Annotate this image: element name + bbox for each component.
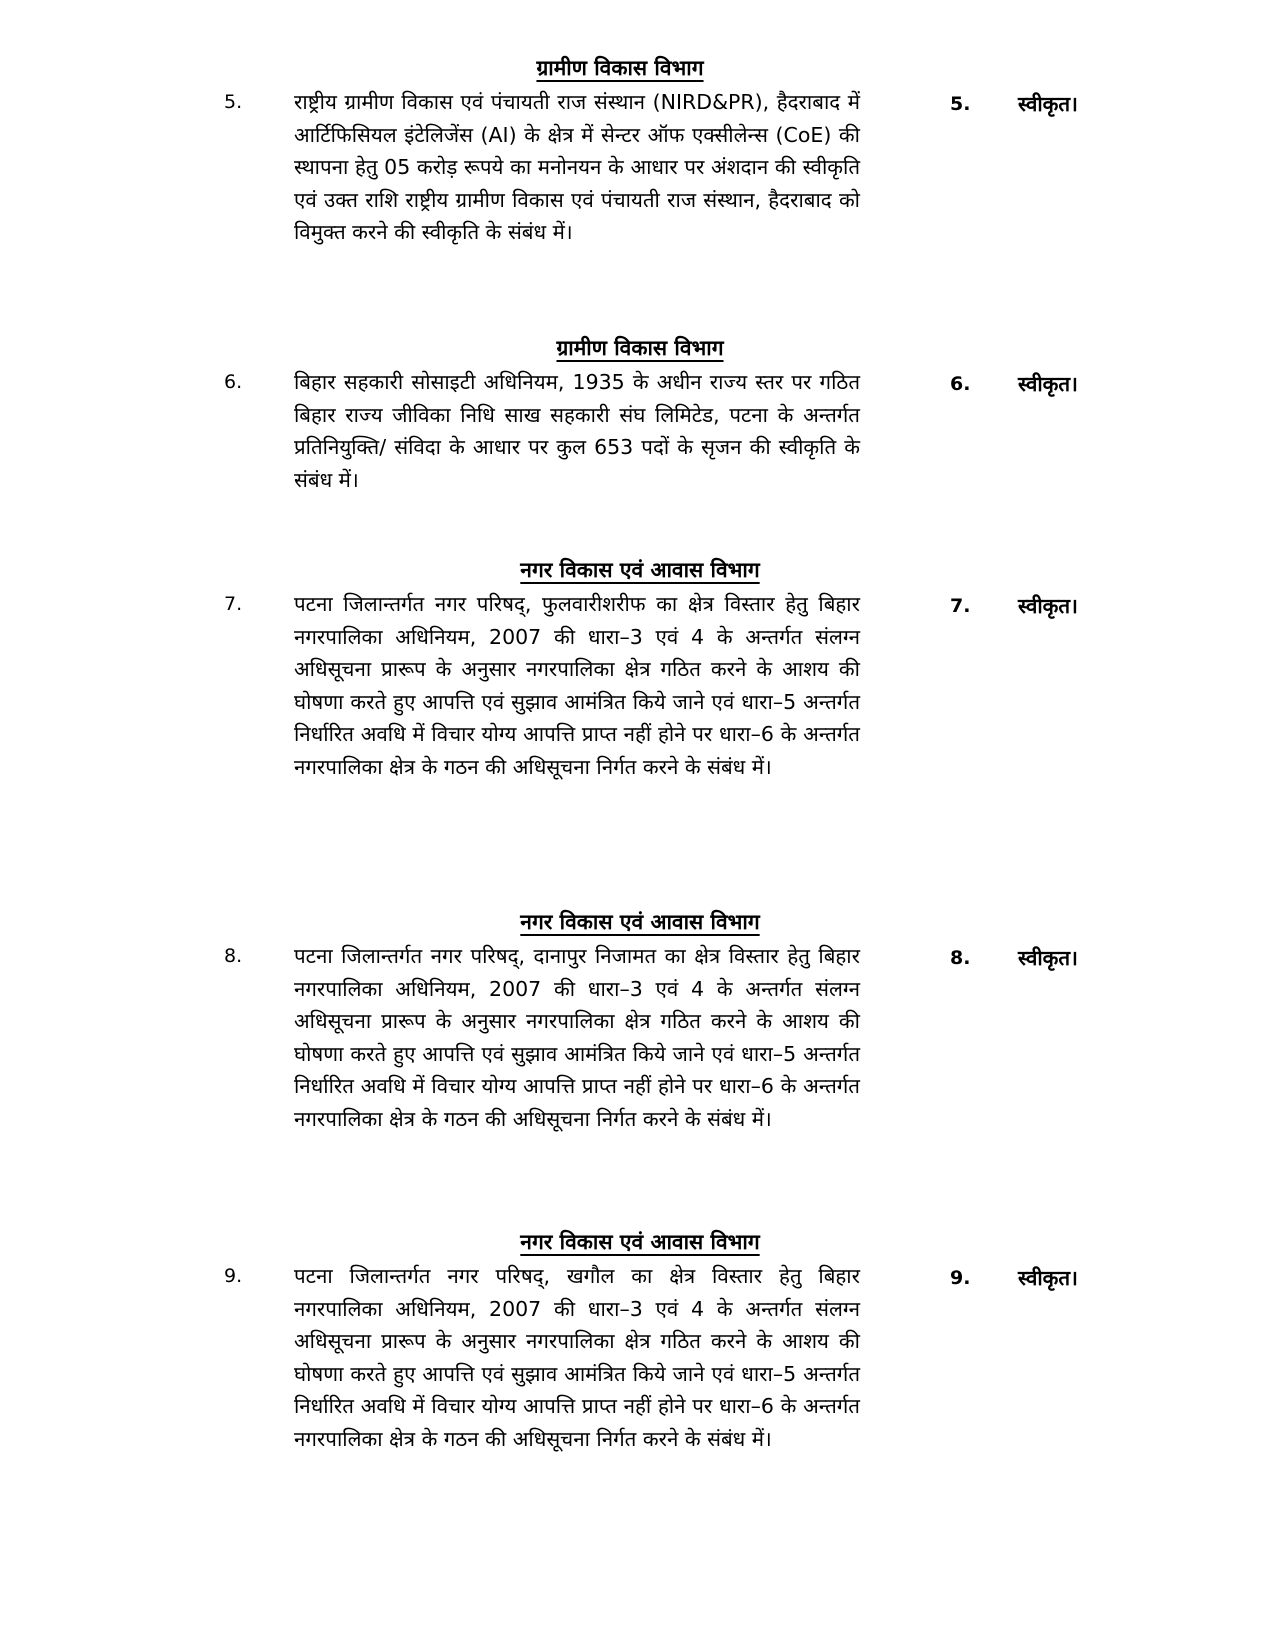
item-number: 5. bbox=[224, 91, 243, 113]
item-number: 6. bbox=[224, 371, 243, 393]
decision-number: 7. bbox=[950, 595, 971, 617]
decision-status: स्वीकृत। bbox=[1018, 946, 1078, 970]
decision-status: स्वीकृत। bbox=[1018, 372, 1078, 396]
decision-status: स्वीकृत। bbox=[1018, 594, 1078, 618]
department-heading: नगर विकास एवं आवास विभाग bbox=[520, 910, 760, 934]
item-text: पटना जिलान्तर्गत नगर परिषद्, दानापुर निजामत का क्षेत्र विस्तार हेतु बिहार नगरपालिका अधिनियम, 2007 की धारा–3 एवं 4 के अन्तर्गत संलग्न अधिसूचना प्रारूप के अनुसार नगरपालिका क्षेत्र गठित करने के आशय की घोषणा करते हुए आपत्ति एवं सुझाव आमंत्रित किये जाने एवं धारा–5 अन्तर्गत निर्धारित अवधि में विचार योग्य आपत्ति प्राप्त नहीं होने पर धारा–6 के अन्तर्गत नगरपालिका क्षेत्र के गठन की अधिसूचना निर्गत करने के संबंध में। bbox=[294, 944, 860, 1131]
department-heading: नगर विकास एवं आवास विभाग bbox=[520, 558, 760, 582]
decision-number: 6. bbox=[950, 373, 971, 395]
item-number: 8. bbox=[224, 945, 243, 967]
decision-status: स्वीकृत। bbox=[1018, 92, 1078, 116]
department-heading: ग्रामीण विकास विभाग bbox=[536, 56, 704, 80]
item-text: पटना जिलान्तर्गत नगर परिषद्, फुलवारीशरीफ का क्षेत्र विस्तार हेतु बिहार नगरपालिका अधिनियम, 2007 की धारा–3 एवं 4 के अन्तर्गत संलग्न अधिसूचना प्रारूप के अनुसार नगरपालिका क्षेत्र गठित करने के आशय की घोषणा करते हुए आपत्ति एवं सुझाव आमंत्रित किये जाने एवं धारा–5 अन्तर्गत निर्धारित अवधि में विचार योग्य आपत्ति प्राप्त नहीं होने पर धारा–6 के अन्तर्गत नगरपालिका क्षेत्र के गठन की अधिसूचना निर्गत करने के संबंध में। bbox=[294, 592, 860, 779]
item-number: 7. bbox=[224, 593, 243, 615]
decision-number: 9. bbox=[950, 1267, 971, 1289]
item-number: 9. bbox=[224, 1265, 243, 1287]
item-text: बिहार सहकारी सोसाइटी अधिनियम, 1935 के अधीन राज्य स्तर पर गठित बिहार राज्य जीविका निधि साख सहकारी संघ लिमिटेड, पटना के अन्तर्गत प्रतिनियुक्ति/ संविदा के आधार पर कुल 653 पदों के सृजन की स्वीकृति के संबंध में। bbox=[294, 370, 860, 492]
item-text: राष्ट्रीय ग्रामीण विकास एवं पंचायती राज संस्थान (NIRD&PR), हैदराबाद में आर्टिफिसियल इंटेलिजेंस (AI) के क्षेत्र में सेन्टर ऑफ एक्सीलेन्स (CoE) की स्थापना हेतु 05 करोड़ रूपये का मनोनयन के आधार पर अंशदान की स्वीकृति एवं उक्त राशि राष्ट्रीय ग्रामीण विकास एवं पंचायती राज संस्थान, हैदराबाद को विमुक्त करने की स्वीकृति के संबंध में। bbox=[294, 90, 860, 244]
decision-status: स्वीकृत। bbox=[1018, 1266, 1078, 1290]
department-heading: नगर विकास एवं आवास विभाग bbox=[520, 1230, 760, 1254]
decision-number: 8. bbox=[950, 947, 971, 969]
item-text: पटना जिलान्तर्गत नगर परिषद्, खगौल का क्षेत्र विस्तार हेतु बिहार नगरपालिका अधिनियम, 2007 की धारा–3 एवं 4 के अन्तर्गत संलग्न अधिसूचना प्रारूप के अनुसार नगरपालिका क्षेत्र गठित करने के आशय की घोषणा करते हुए आपत्ति एवं सुझाव आमंत्रित किये जाने एवं धारा–5 अन्तर्गत निर्धारित अवधि में विचार योग्य आपत्ति प्राप्त नहीं होने पर धारा–6 के अन्तर्गत नगरपालिका क्षेत्र के गठन की अधिसूचना निर्गत करने के संबंध में। bbox=[294, 1264, 860, 1451]
department-heading: ग्रामीण विकास विभाग bbox=[556, 336, 724, 360]
decision-number: 5. bbox=[950, 93, 971, 115]
